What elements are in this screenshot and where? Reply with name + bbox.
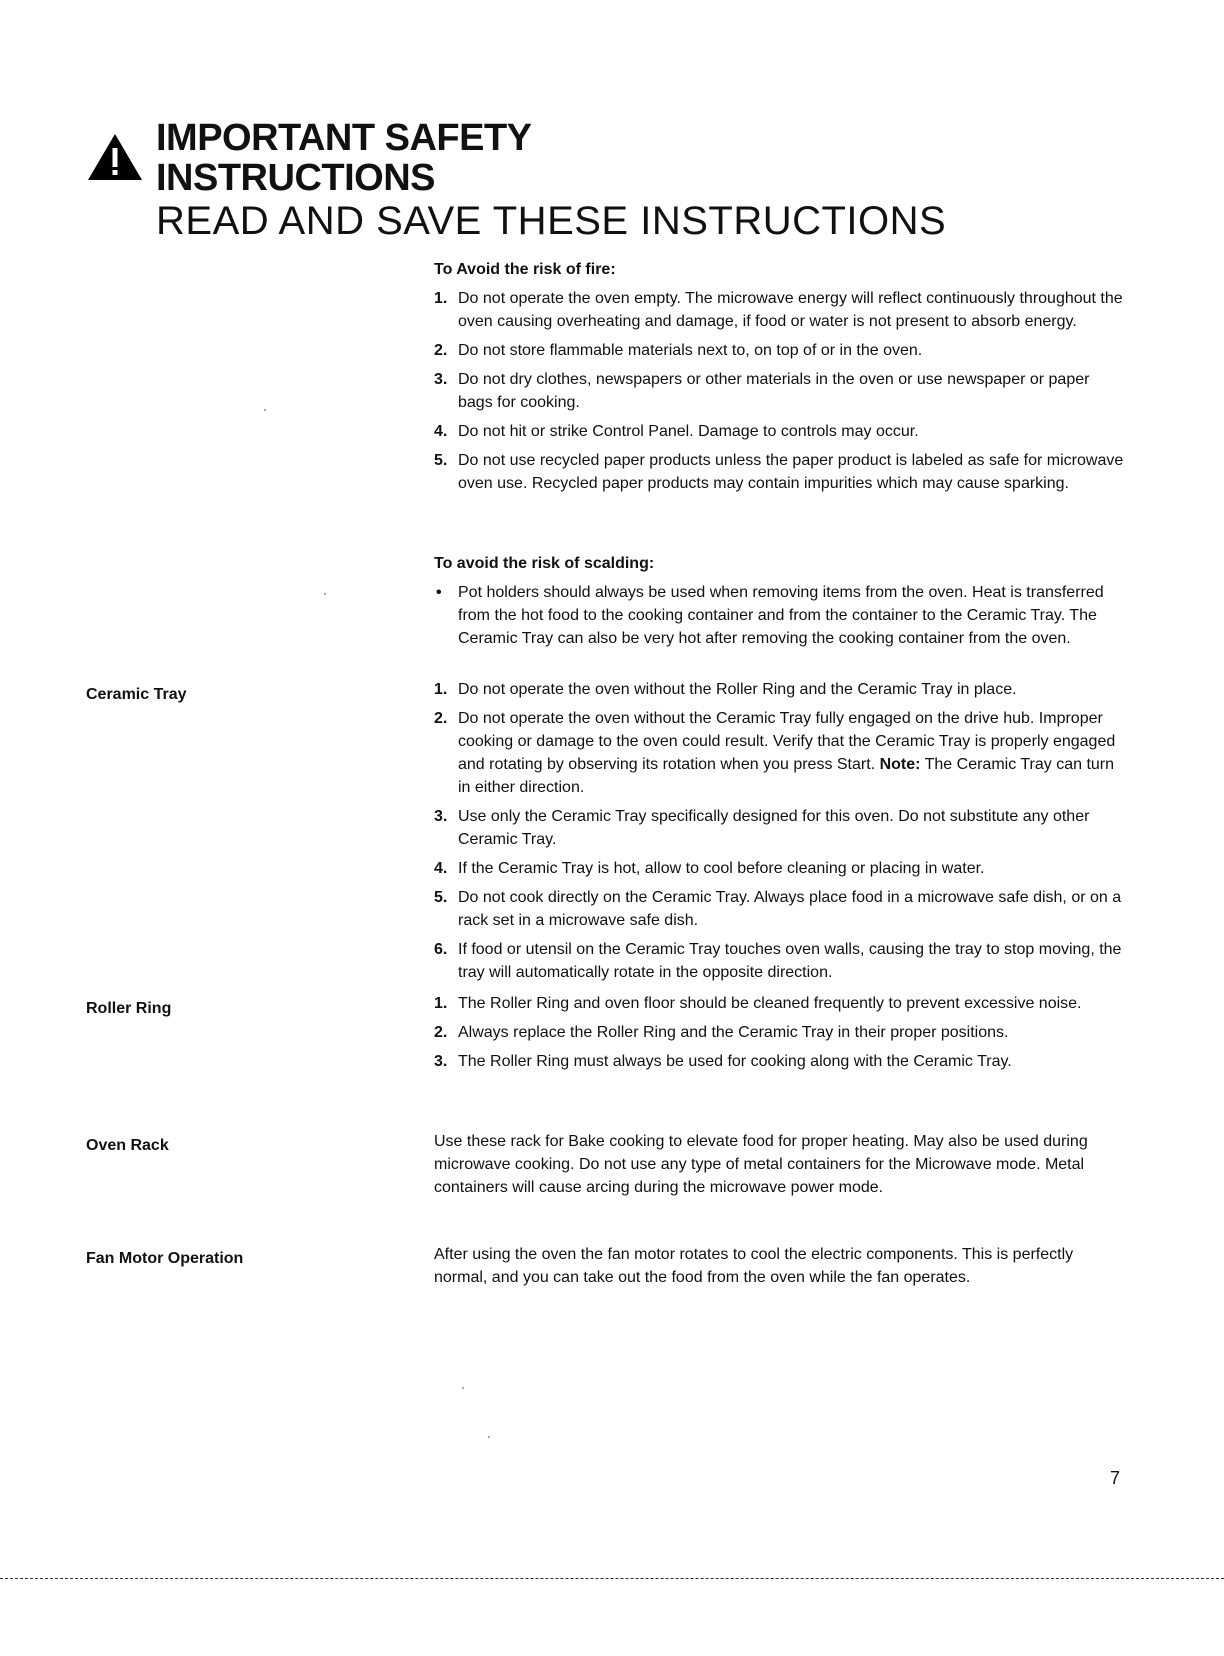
scalding-list: [434, 581, 1124, 650]
page-title: [156, 118, 946, 244]
warning-triangle-icon: [86, 132, 144, 182]
list-item: [434, 707, 1124, 799]
list-item: [434, 449, 1124, 495]
page-number: 7: [1110, 1468, 1121, 1488]
list-item: [434, 992, 1124, 1015]
scan-speck: [264, 409, 266, 411]
item-number: 5.: [434, 452, 448, 469]
scan-speck: [324, 593, 326, 595]
item-text: Do not operate the oven without the Roller Ring and the Ceramic Tray in place.: [458, 681, 1017, 698]
ceramic-tray-section: [434, 672, 1124, 984]
list-item: [434, 1021, 1124, 1044]
title-line-1: IMPORTANT SAFETY: [156, 117, 532, 159]
bottom-rule: [0, 1578, 1224, 1579]
item-text: Do not store flammable materials next to, on top of or in the oven.: [458, 342, 923, 359]
item-text: Do not use recycled paper products unless the paper product is labeled as safe for microwave oven use. Recycled paper products may contain impurities which may cause sparking.: [458, 452, 1124, 492]
list-item: [434, 287, 1124, 333]
note-label: Note:: [879, 756, 921, 773]
item-number: 5.: [434, 889, 448, 906]
fan-motor-text: After using the oven the fan motor rotates to cool the electric components. This is perfectly normal, and you can take out the food from the oven while the fan operates.: [434, 1246, 1074, 1286]
list-item: [434, 339, 1124, 362]
list-item: [434, 678, 1124, 701]
title-line-3: READ AND SAVE THESE INSTRUCTIONS: [156, 199, 947, 243]
scalding-section: [434, 552, 1124, 650]
item-text: If the Ceramic Tray is hot, allow to cool before cleaning or placing in water.: [458, 860, 985, 877]
list-item: [434, 857, 1124, 880]
item-number: 2.: [434, 342, 448, 359]
scalding-heading: To avoid the risk of scalding:: [434, 555, 655, 572]
item-text: Use only the Ceramic Tray specifically designed for this oven. Do not substitute any other Ceramic Tray.: [458, 808, 1090, 848]
list-item: [434, 1050, 1124, 1073]
item-number: 6.: [434, 941, 448, 958]
item-text: Pot holders should always be used when removing items from the oven. Heat is transferred from the hot food to the cooking container and from the container to the Ceramic Tray. The Ceramic Tray can also be very hot after removing the cooking container from the oven.: [458, 584, 1104, 647]
item-text: Do not operate the oven without the Ceramic Tray fully engaged on the drive hub. Improper cooking or damage to the oven could result. Verify that the Ceramic Tray is properly engaged and rotating by observing its rotation when you press Start.: [458, 710, 1116, 773]
fire-heading: To Avoid the risk of fire:: [434, 261, 616, 278]
list-item: [434, 805, 1124, 851]
roller-ring-label: Roller Ring: [86, 1000, 172, 1017]
list-item: [434, 886, 1124, 932]
fan-motor-label: Fan Motor Operation: [86, 1250, 244, 1267]
item-number: 2.: [434, 710, 448, 727]
item-number: 1.: [434, 681, 448, 698]
item-text: Do not dry clothes, newspapers or other materials in the oven or use newspaper or paper bags for cooking.: [458, 371, 1090, 411]
item-number: 3.: [434, 808, 448, 825]
fire-section: [434, 258, 1124, 495]
item-text: The Roller Ring and oven floor should be cleaned frequently to prevent excessive noise.: [458, 995, 1082, 1012]
title-line-2: INSTRUCTIONS: [156, 157, 435, 199]
scan-speck: [462, 1387, 464, 1389]
item-text: If food or utensil on the Ceramic Tray touches oven walls, causing the tray to stop moving, the tray will automatically rotate in the opposite direction.: [458, 941, 1122, 981]
item-number: 4.: [434, 860, 448, 877]
item-text: Do not hit or strike Control Panel. Damage to controls may occur.: [458, 423, 919, 440]
fire-list: [434, 287, 1124, 495]
roller-ring-list: [434, 992, 1124, 1073]
list-item: [434, 581, 1124, 650]
fan-motor-section: [434, 1243, 1124, 1289]
item-number: 3.: [434, 371, 448, 388]
item-number: 2.: [434, 1024, 448, 1041]
item-number: 4.: [434, 423, 448, 440]
item-text: Do not operate the oven empty. The microwave energy will reflect continuously throughout the oven causing overheating and damage, if food or water is not present to absorb energy.: [458, 290, 1123, 330]
ceramic-tray-label: Ceramic Tray: [86, 686, 187, 703]
item-number: 1.: [434, 995, 448, 1012]
ceramic-tray-list: [434, 678, 1124, 984]
list-item: [434, 420, 1124, 443]
list-item: [434, 368, 1124, 414]
item-text: Do not cook directly on the Ceramic Tray. Always place food in a microwave safe dish, or on a rack set in a microwave safe dish.: [458, 889, 1122, 929]
item-text: The Roller Ring must always be used for cooking along with the Ceramic Tray.: [458, 1053, 1012, 1070]
oven-rack-text: Use these rack for Bake cooking to elevate food for proper heating. May also be used during microwave cooking. Do not use any type of metal containers for the Microwave mode. Metal containers will cause arcing during the microwave power mode.: [434, 1133, 1088, 1196]
oven-rack-section: [434, 1130, 1124, 1199]
oven-rack-label: Oven Rack: [86, 1137, 169, 1154]
roller-ring-section: [434, 986, 1124, 1073]
list-item: [434, 938, 1124, 984]
scan-speck: [488, 1436, 490, 1438]
item-number: 1.: [434, 290, 448, 307]
item-text: Always replace the Roller Ring and the Ceramic Tray in their proper positions.: [458, 1024, 1009, 1041]
item-number: 3.: [434, 1053, 448, 1070]
bullet-icon: •: [436, 584, 442, 601]
note-text: The Ceramic Tray can turn in either direction.: [458, 756, 1115, 796]
